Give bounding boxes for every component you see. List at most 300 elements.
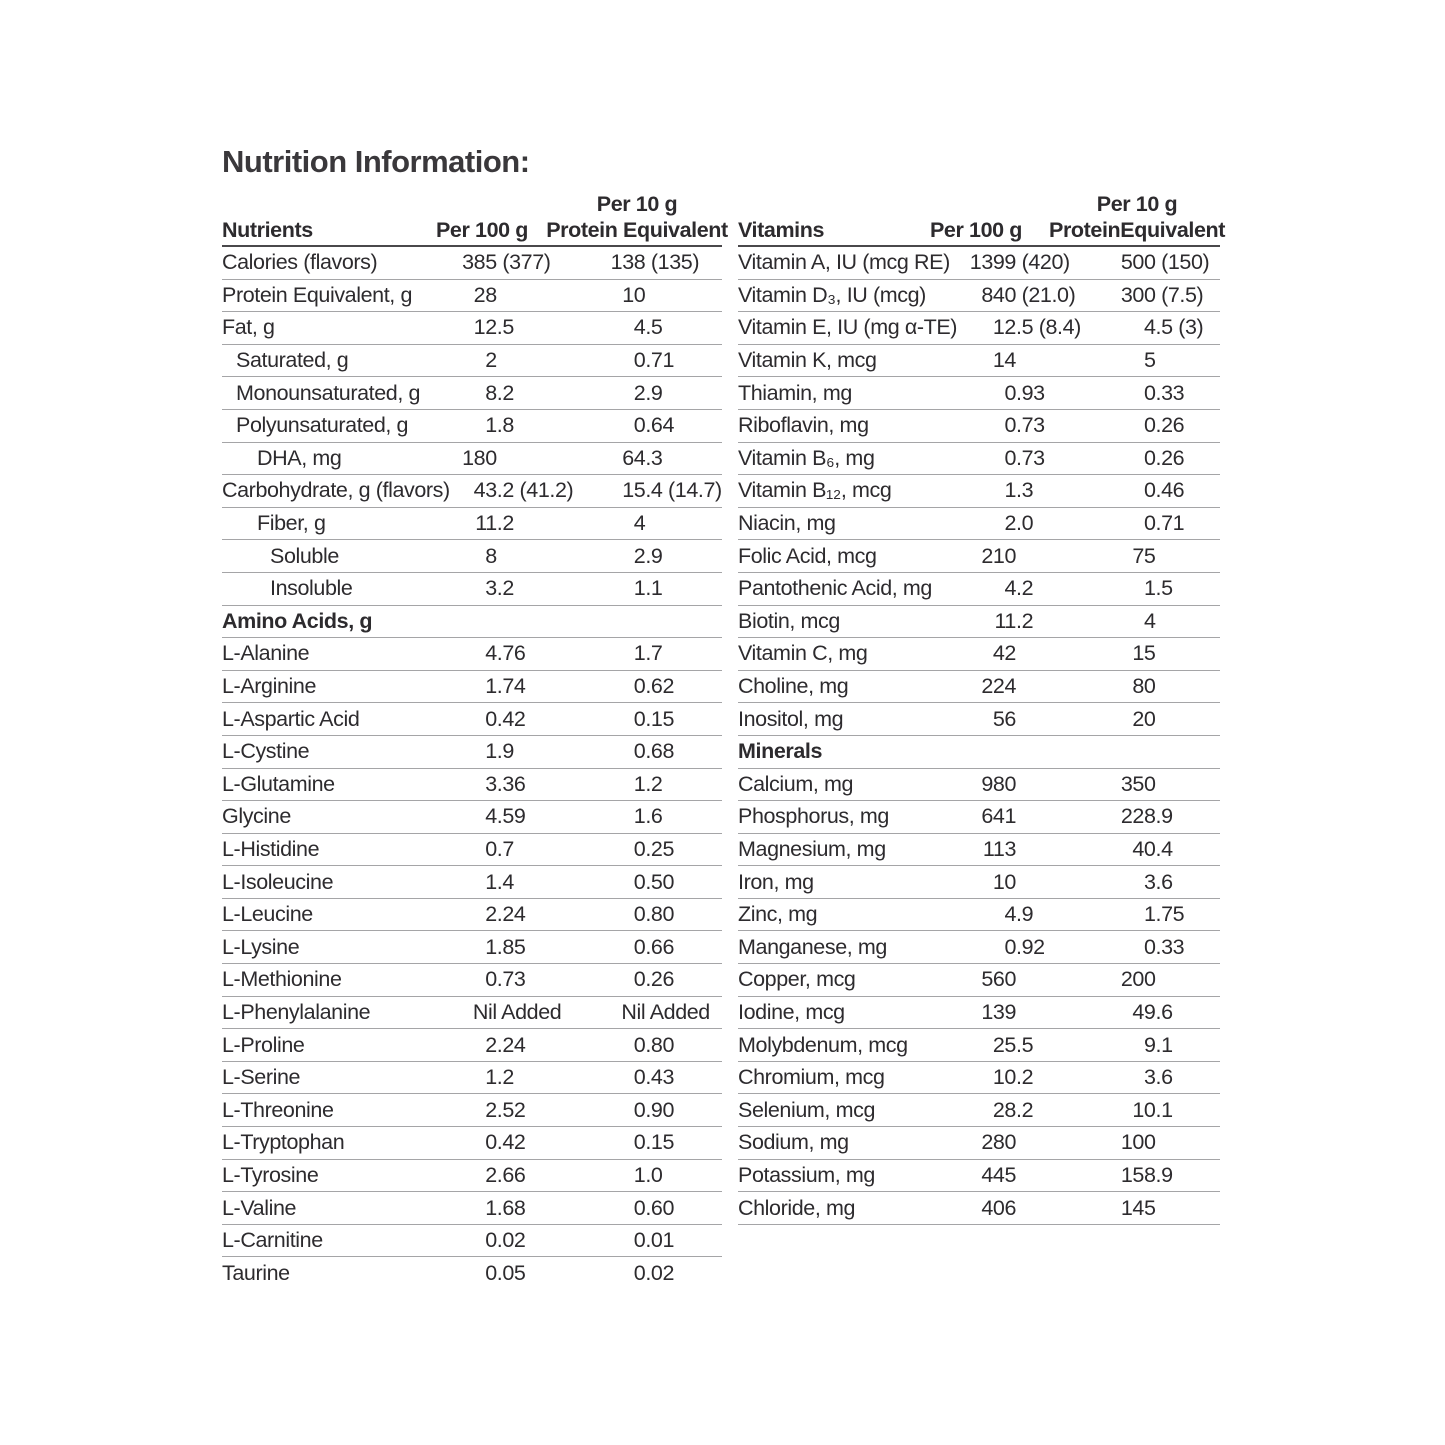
value-fraction-part: .33 [1155,934,1185,959]
value-integer-part: 0 [633,1130,646,1155]
nutrient-label: Glycine [222,804,291,829]
table-row [222,1257,722,1290]
table-row [222,345,722,378]
value-per-100g [420,413,580,438]
value-per-10g-protein-equivalent [1070,707,1220,732]
value-integer-part: 8 [485,543,497,568]
value-fraction-part: .73 [1016,413,1045,438]
value-integer-part: 224 [981,674,1016,699]
value-integer-part: 2 [1004,511,1016,536]
nutrient-label: L-Glutamine [222,771,335,796]
value-per-100g [420,1130,580,1155]
table-row [738,1192,1220,1225]
nutrient-label: Magnesium, mg [738,836,886,861]
nutrient-label: Iodine, mcg [738,999,845,1024]
value-integer-part: 0 [1143,478,1156,503]
value-integer-part: 0 [1004,445,1016,470]
nutrient-label: L-Lysine [222,934,300,959]
nutrient-label: Vitamin E, IU (mg α-TE) [738,315,958,340]
value-integer-part: 0 [633,739,646,764]
value-fraction-part: .90 [645,1097,675,1122]
value-per-10g-protein-equivalent [580,1033,722,1058]
value-fraction-part [1156,674,1221,699]
value-fraction-part: .2 [496,1065,514,1090]
nutrient-label: Insoluble [270,576,353,601]
value-fraction-part: .43 [645,1065,675,1090]
nutrient-label: Biotin, mcg [738,608,840,633]
table-row [222,769,722,802]
table-row [222,931,722,964]
table-row [738,1160,1220,1193]
value-integer-part: 500 [1120,250,1156,275]
value-fraction-part: .80 [645,1032,675,1057]
nutrient-label: Molybdenum, mcg [738,1032,908,1057]
table-row [222,997,722,1030]
value-integer-part: 2 [485,902,497,927]
vitamins-table-header [738,186,1225,247]
value-per-10g-protein-equivalent [1070,674,1220,699]
value-fraction-part [1016,348,1070,373]
column-header-per-100g: Per 100 g [435,218,529,242]
value-fraction-part: .2 [1016,608,1034,633]
value-per-10g-protein-equivalent [580,967,722,992]
value-per-10g-protein-equivalent [580,413,722,438]
value-fraction-part [1156,967,1221,992]
value-per-10g-protein-equivalent [580,707,722,732]
nutrient-label: Calcium, mg [738,771,854,796]
value-per-100g [950,478,1070,503]
table-row [738,312,1220,345]
value-per-10g-protein-equivalent [1070,315,1220,340]
table-row [738,931,1220,964]
table-row [738,899,1220,932]
nutrient-label: L-Serine [222,1065,301,1090]
nutrient-label: L-Proline [222,1032,305,1057]
value-fraction-part: .92 [1016,934,1045,959]
nutrient-label: L-Threonine [222,1097,334,1122]
value-integer-part: 0 [633,836,646,861]
value-integer-part: 2 [633,543,646,568]
value-per-10g-protein-equivalent [580,674,722,699]
table-row [738,997,1220,1030]
value-per-100g [950,315,1081,340]
value-per-100g [950,1033,1070,1058]
value-fraction-part: .73 [496,967,526,992]
value-integer-part: 2 [485,1097,497,1122]
value-per-10g-protein-equivalent [580,576,722,601]
value-per-10g-protein-equivalent [1070,1196,1220,1221]
value-integer-part: 40 [1132,836,1156,861]
value-integer-part: 840 [981,282,1016,307]
value-per-10g-protein-equivalent [580,1065,722,1090]
value-per-100g [420,576,580,601]
table-row [222,1160,722,1193]
value-per-100g [420,739,580,764]
value-fraction-part: .4 (14.7) [645,478,722,503]
table-row [222,410,722,443]
value-per-10g-protein-equivalent [1070,250,1220,275]
value-integer-part: 0 [1143,934,1156,959]
value-per-10g-protein-equivalent [580,250,722,275]
nutrient-label: Vitamin B₁₂, mcg [738,478,892,503]
table-row [738,606,1220,639]
value-fraction-part [1016,544,1070,569]
table-row [222,280,722,313]
value-per-10g-protein-equivalent [580,381,722,406]
value-per-10g-protein-equivalent [580,315,722,340]
table-row [738,475,1220,508]
value-per-10g-protein-equivalent [580,511,722,536]
value-integer-part: 10 [992,1065,1016,1090]
value-per-10g-protein-equivalent [1070,478,1220,503]
value-integer-part: 200 [1120,967,1156,992]
table-row [738,703,1220,736]
value-integer-part: 0 [485,1261,497,1286]
value-per-100g [950,641,1070,666]
value-fraction-part: .25 [645,836,675,861]
value-fraction-part: .26 [1155,445,1185,470]
value-per-100g [420,967,580,992]
value-fraction-part: (21.0) [1016,282,1076,307]
value-integer-part: 0 [633,348,646,373]
value-integer-part: 1 [1143,902,1156,927]
value-per-10g-protein-equivalent [580,1228,722,1253]
value-fraction-part: .5 [1016,1032,1034,1057]
value-fraction-part [497,348,580,373]
table-row [738,1094,1220,1127]
nutrient-label: Saturated, g [236,348,349,373]
value-integer-part: 641 [981,804,1016,829]
value-fraction-part [1156,707,1221,732]
value-integer-part: 0 [485,836,497,861]
column-header-per-10g-protein-equivalent [546,191,728,243]
nutrient-label: Manganese, mg [738,934,887,959]
value-per-10g-protein-equivalent [580,804,722,829]
value-per-10g-protein-equivalent [580,1098,722,1123]
value-per-10g-protein-equivalent [1070,837,1220,862]
value-per-10g-protein-equivalent [580,772,722,797]
value-integer-part: 2 [485,348,497,373]
value-fraction-part: .52 [496,1097,526,1122]
value-integer-part: 1 [633,641,646,666]
table-row [738,410,1220,443]
table-row [738,671,1220,704]
value-fraction-part: (7.5) [1155,282,1204,307]
nutrient-label: Iron, mg [738,869,814,894]
value-fraction-part: .85 [496,934,526,959]
value-fraction-part [1016,674,1070,699]
value-per-100g [420,772,580,797]
value-integer-part: 210 [981,543,1016,568]
value-integer-part: 1 [1143,576,1156,601]
nutrient-label: Riboflavin, mg [738,413,869,438]
value-integer-part: 75 [1132,543,1156,568]
value-integer-part: 300 [1120,282,1156,307]
value-per-100g [420,707,580,732]
value-fraction-part: .9 [645,543,663,568]
nutrients-table-header [222,186,728,247]
value-integer-part: 0 [633,1228,646,1253]
value-fraction-part [645,511,722,536]
value-per-10g-protein-equivalent [580,348,722,373]
nutrient-label: L-Valine [222,1195,297,1220]
value-fraction-part [645,283,722,308]
value-integer-part: 11 [475,511,497,536]
value-per-100g [950,576,1070,601]
value-per-10g-protein-equivalent [1070,1130,1220,1155]
table-row [738,443,1220,476]
value-per-10g-protein-equivalent [1070,511,1220,536]
nutrient-label: Fiber, g [257,511,326,536]
value-per-10g-protein-equivalent [1070,1000,1220,1025]
value-per-10g-protein-equivalent [1070,641,1220,666]
value-integer-part: 12 [473,315,497,340]
table-row [222,508,722,541]
value-integer-part: 0 [633,1065,646,1090]
nutrient-label: L-Leucine [222,902,313,927]
nutrient-label: Thiamin, mg [738,380,852,405]
value-fraction-part: .75 [1155,902,1185,927]
value-integer-part: 0 [1143,380,1156,405]
value-per-10g-protein-equivalent [1070,381,1220,406]
value-fraction-part: .36 [496,771,526,796]
value-fraction-part: .15 [645,1130,675,1155]
value-per-100g [950,804,1070,829]
value-integer-part: 4 [1143,608,1156,633]
nutrient-label: Carbohydrate, g (flavors) [222,478,450,503]
nutrient-label: L-Methionine [222,967,342,992]
value-integer-part: 5 [1143,348,1156,373]
value-integer-part: 20 [1132,706,1156,731]
value-integer-part: 0 [1143,445,1156,470]
value-fraction-part: .0 [645,1162,663,1187]
nutrient-label: L-Carnitine [222,1228,323,1253]
nutrient-label: L-Arginine [222,674,316,699]
value-integer-part: 139 [981,999,1016,1024]
value-fraction-part: .8 [496,413,514,438]
nutrient-label: Vitamin D₃, IU (mcg) [738,282,926,307]
value-fraction-part: .1 [645,576,663,601]
value-fraction-part: .4 [496,869,514,894]
value-fraction-part: .01 [645,1228,675,1253]
value-integer-part: Nil [472,999,497,1024]
value-per-100g [950,837,1070,862]
value-fraction-part: .02 [645,1261,675,1286]
nutrient-label: Protein Equivalent, g [222,282,413,307]
nutrient-label: Folic Acid, mcg [738,543,877,568]
value-integer-part: 280 [981,1130,1016,1155]
value-per-100g [950,250,1070,275]
value-integer-part: 2 [485,1032,497,1057]
nutrient-label: DHA, mg [257,445,342,470]
value-integer-part: 385 [462,250,497,275]
value-fraction-part [497,283,580,308]
value-integer-part: 0 [633,706,646,731]
table-row [222,801,722,834]
value-fraction-part: .2 [496,380,514,405]
nutrient-label: Vitamin C, mg [738,641,868,666]
value-fraction-part: .46 [1155,478,1185,503]
value-fraction-part: .5 (3) [1155,315,1204,340]
value-per-100g [420,250,580,275]
value-integer-part: 3 [1143,1065,1156,1090]
value-fraction-part: .26 [1155,413,1185,438]
value-fraction-part [1156,1196,1221,1221]
value-integer-part: 2 [633,380,646,405]
value-per-100g [420,674,580,699]
value-integer-part: 1 [485,1195,497,1220]
value-fraction-part: .60 [645,1195,675,1220]
value-integer-part: 0 [633,967,646,992]
value-fraction-part: .5 [496,315,514,340]
value-fraction-part: (420) [1016,250,1070,275]
table-row [222,703,722,736]
table-row [222,1029,722,1062]
value-per-10g-protein-equivalent [580,1261,722,1286]
table-row [222,866,722,899]
value-fraction-part: .73 [1016,445,1045,470]
value-integer-part: 56 [992,706,1016,731]
value-integer-part: 145 [1120,1195,1156,1220]
table-row [738,801,1220,834]
value-per-100g [420,544,580,569]
value-fraction-part: .42 [496,1130,526,1155]
value-integer-part: 228 [1120,804,1156,829]
nutrient-label: L-Alanine [222,641,310,666]
value-per-10g-protein-equivalent [1070,1033,1220,1058]
value-integer-part: 0 [1004,413,1016,438]
value-per-10g-protein-equivalent [580,935,722,960]
value-integer-part: 1 [485,869,497,894]
value-per-10g-protein-equivalent [1070,413,1220,438]
nutrient-label: Inositol, mg [738,706,844,731]
nutrient-label: Vitamin A, IU (mcg RE) [738,250,950,275]
table-row [222,1094,722,1127]
nutrient-label: L-Aspartic Acid [222,706,360,731]
value-fraction-part: .5 [1155,576,1173,601]
value-integer-part: 1 [485,1065,497,1090]
value-fraction-part: .6 [1155,869,1173,894]
value-per-100g [950,772,1070,797]
value-per-10g-protein-equivalent [580,870,722,895]
value-per-100g [420,283,580,308]
value-fraction-part: (150) [1155,250,1210,275]
value-integer-part: 0 [1004,380,1016,405]
value-integer-part: 10 [1132,1097,1156,1122]
value-integer-part: 4 [1004,576,1016,601]
value-integer-part: 0 [633,934,646,959]
value-integer-part: 42 [992,641,1016,666]
value-integer-part: 0 [1004,934,1016,959]
value-integer-part: 0 [633,674,646,699]
value-per-100g [950,674,1070,699]
value-integer-part: 3 [485,771,497,796]
value-fraction-part: .2 [496,576,514,601]
table-row [738,508,1220,541]
value-integer-part: 3 [1143,869,1156,894]
value-fraction-part: .5 [645,315,663,340]
value-fraction-part: .59 [496,804,526,829]
table-row [222,443,722,476]
value-integer-part: 0 [633,1097,646,1122]
value-fraction-part: .2 [1016,1065,1034,1090]
value-integer-part: 0 [633,1195,646,1220]
value-per-100g [420,1261,580,1286]
nutrient-label: Taurine [222,1261,290,1286]
table-row [222,1225,722,1258]
value-fraction-part: .42 [496,706,526,731]
value-integer-part: 4 [633,511,646,536]
nutrient-label: L-Phenylalanine [222,999,371,1024]
value-fraction-part: .93 [1016,380,1045,405]
value-fraction-part: .9 [645,380,663,405]
nutrient-label: Zinc, mg [738,902,818,927]
value-fraction-part: .74 [496,674,526,699]
value-integer-part: 15 [1132,641,1156,666]
value-per-10g-protein-equivalent [580,283,722,308]
value-fraction-part [1016,1196,1070,1221]
value-integer-part: 0 [1143,413,1156,438]
value-per-10g-protein-equivalent [580,641,722,666]
value-fraction-part [1016,772,1070,797]
value-integer-part: 4 [485,641,497,666]
value-per-100g [950,902,1070,927]
value-per-10g-protein-equivalent [580,902,722,927]
value-per-10g-protein-equivalent [580,478,722,503]
value-per-10g-protein-equivalent [580,1130,722,1155]
value-per-100g [950,413,1070,438]
value-fraction-part: .1 [1155,1097,1173,1122]
value-per-100g [950,1163,1070,1188]
value-integer-part: 0 [485,1228,497,1253]
value-per-10g-protein-equivalent [1070,870,1220,895]
table-row [222,247,722,280]
value-per-100g [420,478,580,503]
value-integer-part: 0 [485,967,497,992]
value-integer-part: 4 [485,804,497,829]
value-fraction-part: .2 (41.2) [496,478,574,503]
value-fraction-part [1156,1130,1221,1155]
value-fraction-part: Added [496,999,562,1024]
value-per-100g [950,870,1070,895]
value-fraction-part: .62 [645,674,675,699]
value-integer-part: 1 [485,934,497,959]
value-per-10g-protein-equivalent [1070,609,1220,634]
value-fraction-part: .6 [1155,999,1173,1024]
value-integer-part: 1 [1004,478,1016,503]
nutrient-label: Niacin, mg [738,511,836,536]
value-per-10g-protein-equivalent [1070,902,1220,927]
value-fraction-part [497,544,580,569]
value-integer-part: 14 [992,348,1016,373]
value-integer-part: 25 [992,1032,1016,1057]
value-per-10g-protein-equivalent [580,837,722,862]
nutrient-label: Chloride, mg [738,1195,856,1220]
vitamins-minerals-table [738,186,1225,1225]
value-integer-part: 1 [485,739,497,764]
value-per-100g [420,1065,580,1090]
value-integer-part: 0 [485,1130,497,1155]
value-per-100g [950,1130,1070,1155]
value-fraction-part: .9 [1016,902,1034,927]
nutrient-label: Phosphorus, mg [738,804,889,829]
value-fraction-part: .24 [496,902,526,927]
value-fraction-part: .1 [1155,1032,1173,1057]
value-per-100g [420,935,580,960]
table-row [222,475,722,508]
value-integer-part: 4 [1143,315,1156,340]
value-fraction-part: .9 [1155,804,1173,829]
